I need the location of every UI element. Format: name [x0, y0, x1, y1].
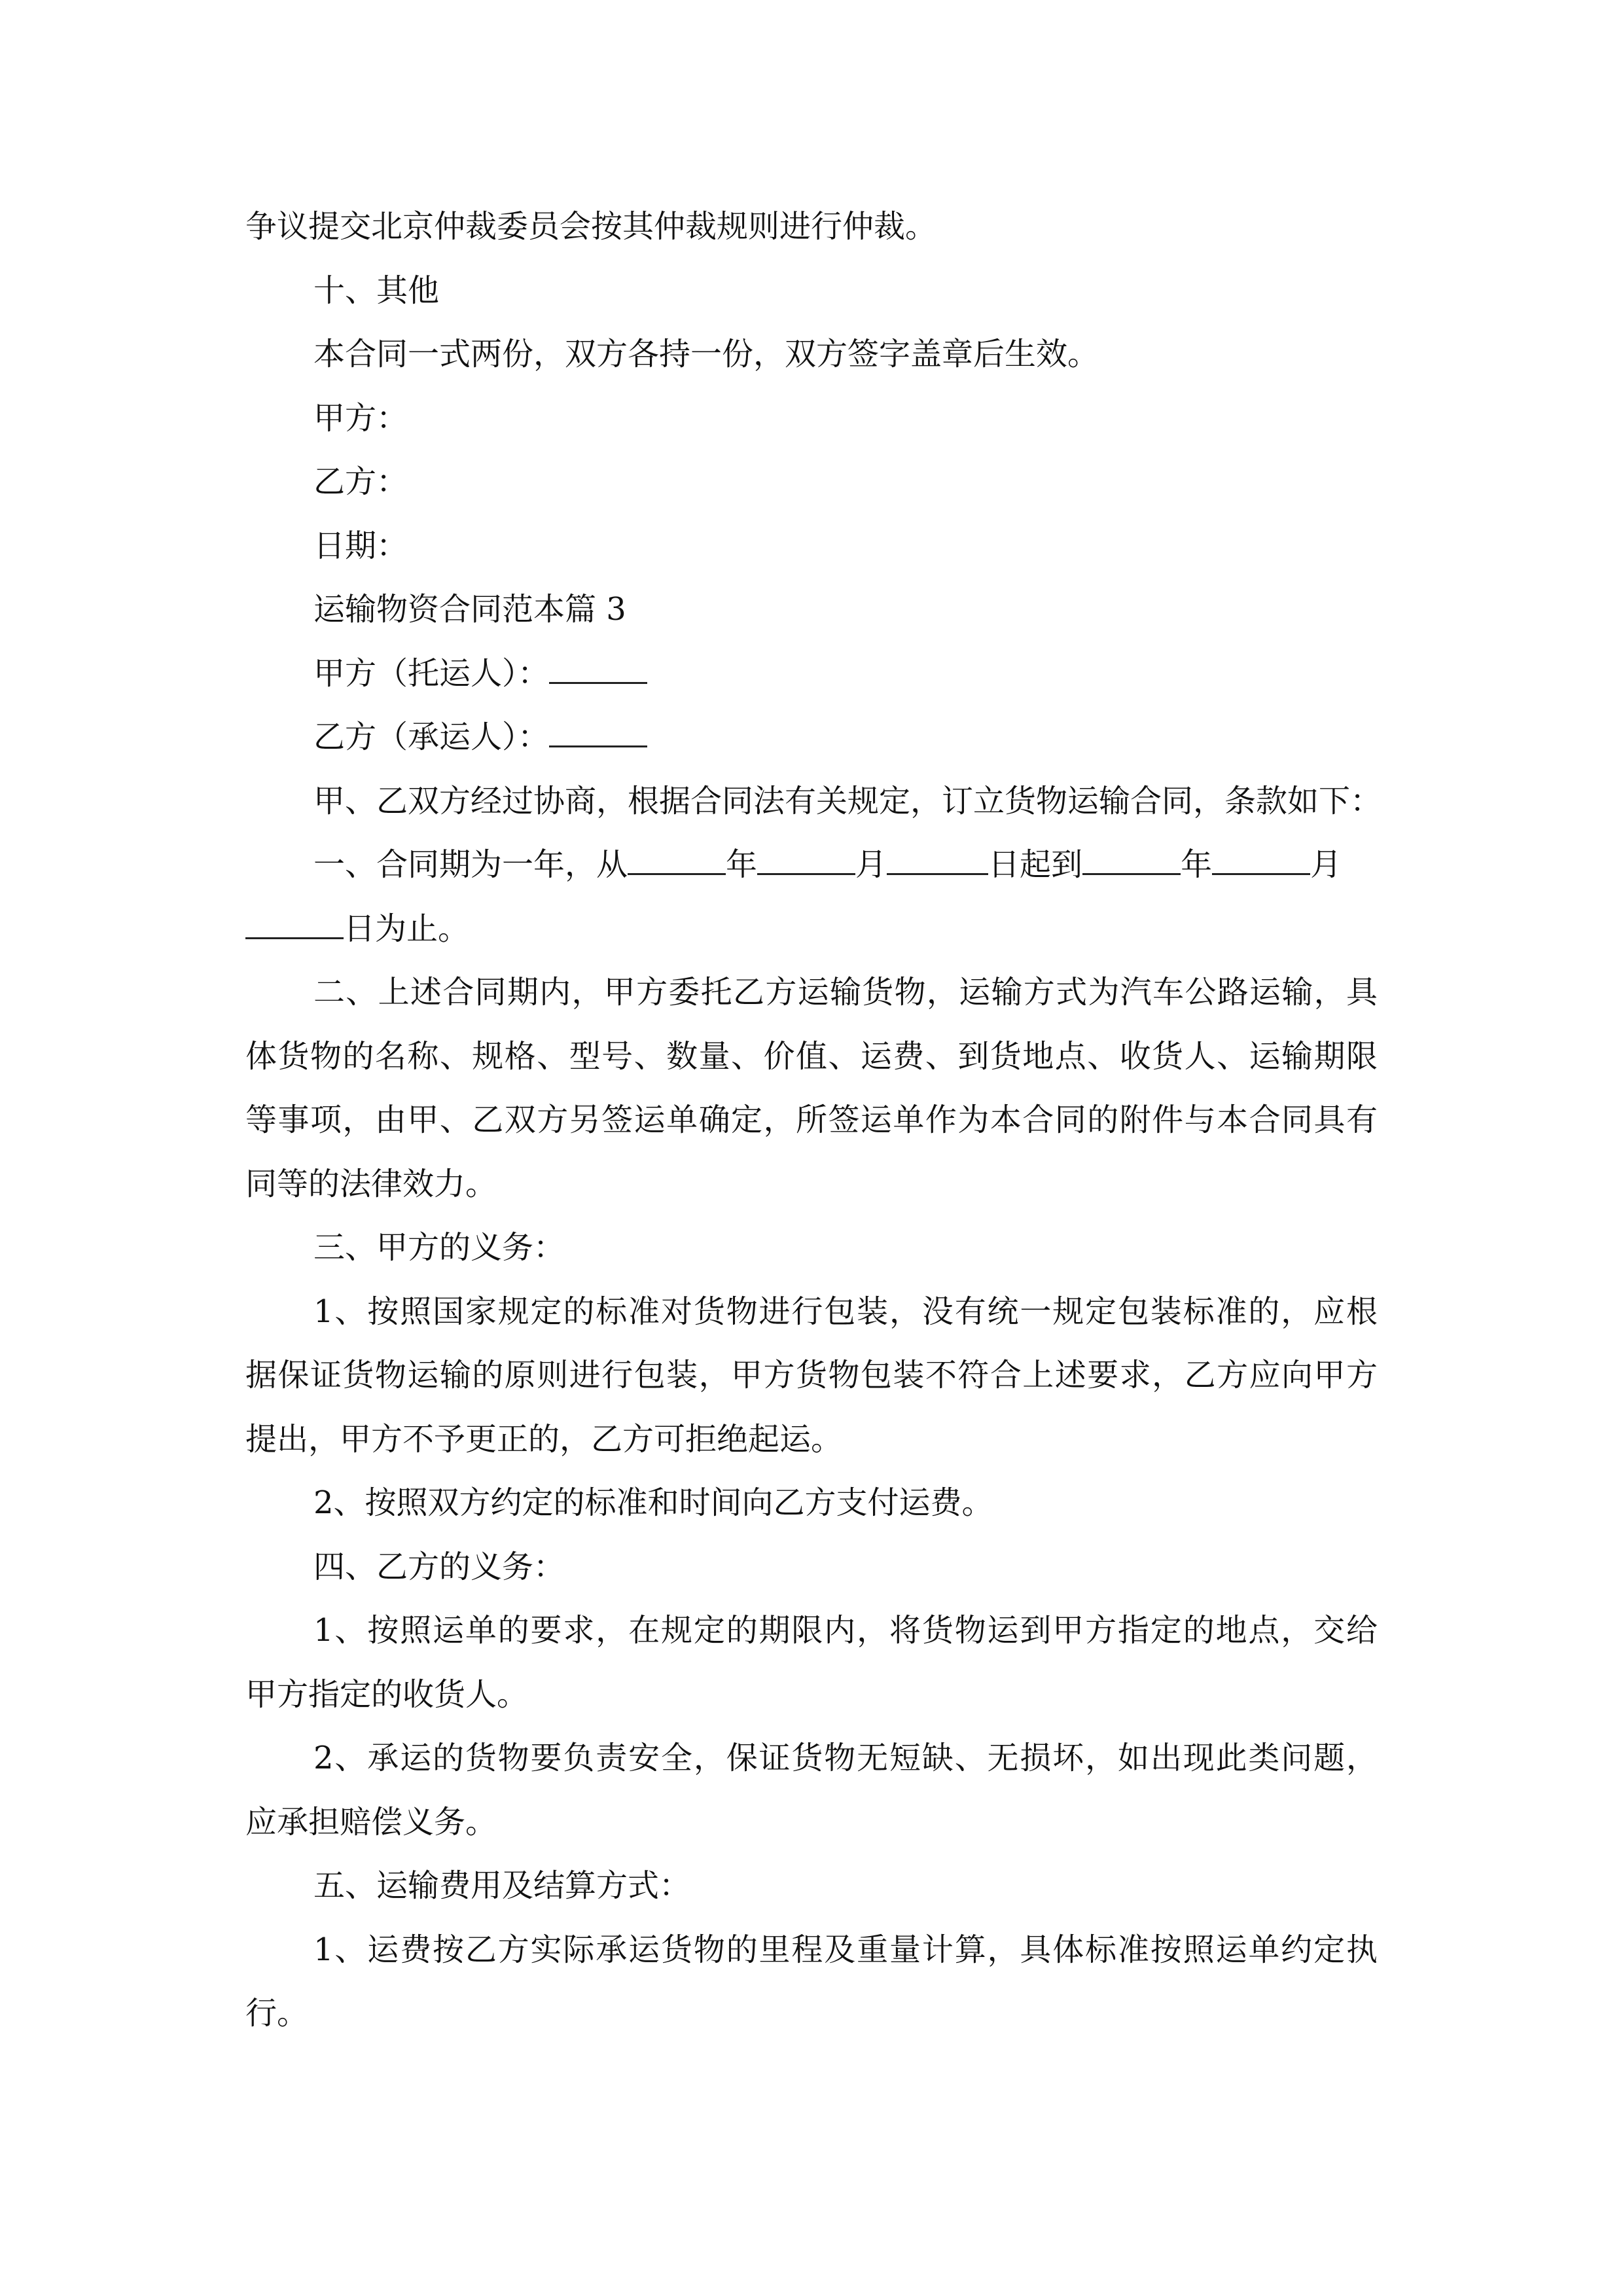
start-day-blank: [887, 847, 988, 875]
party-b-carrier-label: 乙方（承运人）：: [313, 719, 550, 755]
paragraph-line: 二、上述合同期内，甲方委托乙方运输货物，运输方式为汽车公路运输，具: [313, 974, 1378, 1011]
day-to-label: 日起到: [988, 846, 1083, 883]
contract-period-end-line: [245, 897, 1378, 961]
paragraph-line: 提出，甲方不予更正的，乙方可拒绝起运。: [245, 1420, 843, 1458]
paragraph-line: 本合同一式两份，双方各持一份，双方签字盖章后生效。: [313, 336, 1099, 372]
section-heading-party-a-duties: 三、甲方的义务：: [313, 1229, 565, 1266]
signature-party-b: 乙方：: [313, 463, 408, 500]
paragraph-line: 据保证货物运输的原则进行包装，甲方货物包装不符合上述要求，乙方应向甲方: [245, 1357, 1378, 1393]
paragraph-line: 行。: [245, 1995, 309, 2032]
day-end-label: 日为止。: [344, 910, 470, 947]
month-label: 月: [855, 846, 887, 883]
year-label: 年: [1181, 846, 1213, 883]
party-a-blank: [549, 656, 647, 684]
paragraph-line: 争议提交北京仲裁委员会按其仲裁规则进行仲裁。: [245, 208, 937, 245]
paragraph-line: 2、按照双方约定的标准和时间向乙方支付运费。: [313, 1484, 993, 1521]
paragraph-line: 体货物的名称、规格、型号、数量、价值、运费、到货地点、收货人、运输期限: [245, 1037, 1378, 1075]
party-b-blank: [549, 719, 647, 747]
section-heading-party-b-duties: 四、乙方的义务：: [313, 1548, 565, 1585]
party-a-shipper-label: 甲方（托运人）：: [313, 655, 550, 692]
period-text: 一、合同期为一年，从: [313, 846, 628, 883]
month-label: 月: [1310, 846, 1342, 883]
signature-date: 日期：: [313, 527, 408, 564]
end-month-blank: [1212, 847, 1310, 875]
paragraph-line: 1、按照国家规定的标准对货物进行包装，没有统一规定包装标准的，应根: [313, 1293, 1378, 1330]
paragraph-line: 等事项，由甲、乙双方另签运单确定，所签运单作为本合同的附件与本合同具有: [245, 1102, 1378, 1138]
start-year-blank: [628, 847, 726, 875]
section-heading-other: 十、其他: [313, 272, 440, 309]
contract-title: 运输物资合同范本篇 3: [313, 591, 626, 628]
end-year-blank: [1082, 847, 1181, 875]
section-heading-fees: 五、运输费用及结算方式：: [313, 1867, 691, 1904]
paragraph-line: 甲、乙双方经过协商，根据合同法有关规定，订立货物运输合同，条款如下：: [313, 782, 1382, 819]
start-month-blank: [757, 847, 855, 875]
paragraph-line: 同等的法律效力。: [245, 1165, 497, 1202]
party-b-carrier-line: [245, 706, 1378, 770]
year-label: 年: [726, 846, 758, 883]
party-a-shipper-line: [245, 642, 1378, 706]
paragraph-line: 甲方指定的收货人。: [245, 1676, 529, 1713]
document-body: [245, 195, 1382, 2046]
paragraph-line: 1、运费按乙方实际承运货物的里程及重量计算，具体标准按照运单约定执: [313, 1931, 1378, 1968]
paragraph-line: 1、按照运单的要求，在规定的期限内，将货物运到甲方指定的地点，交给: [313, 1612, 1378, 1649]
paragraph-line: 应承担赔偿义务。: [245, 1803, 497, 1840]
end-day-blank: [245, 911, 344, 939]
contract-period-line: [245, 833, 1378, 897]
signature-party-a: 甲方：: [313, 399, 408, 437]
paragraph-line: 2、承运的货物要负责安全，保证货物无短缺、无损坏，如出现此类问题，: [313, 1740, 1378, 1776]
